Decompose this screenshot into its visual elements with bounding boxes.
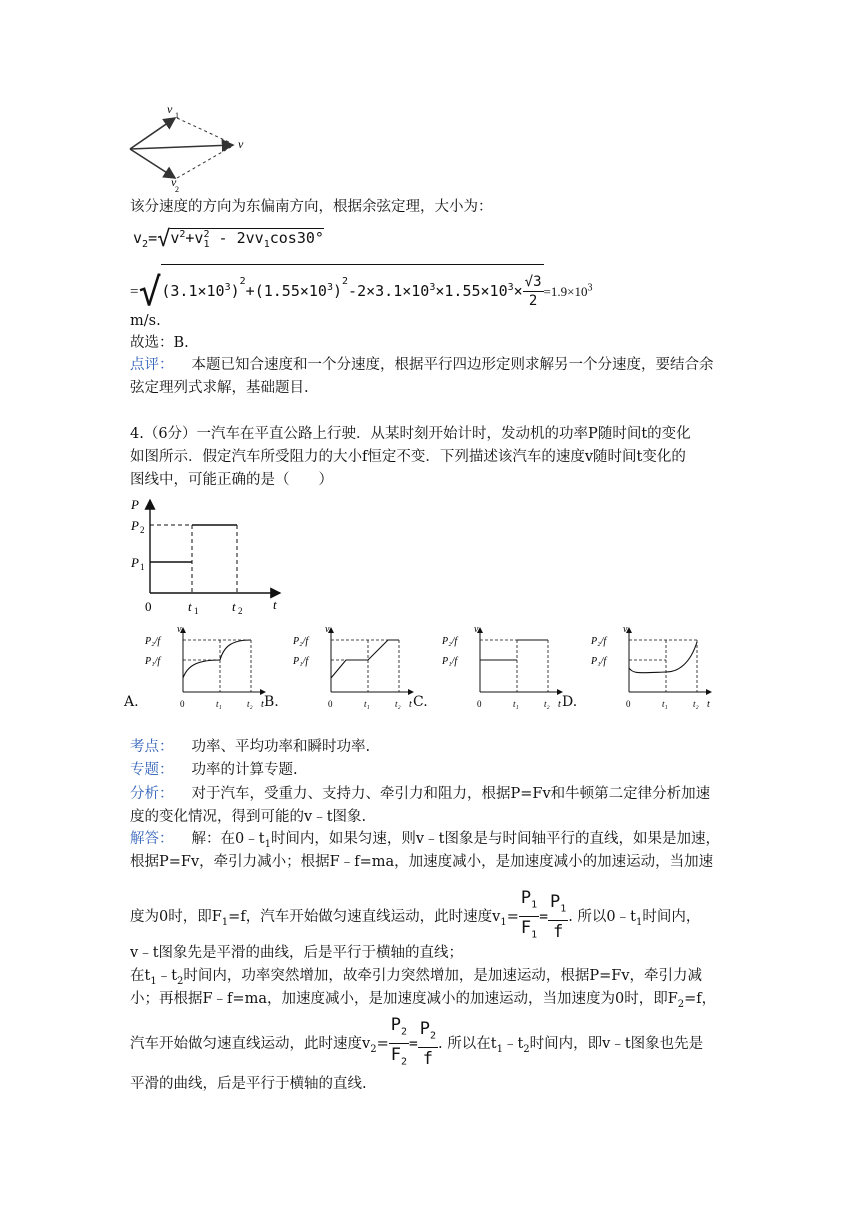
jieda-line3: 度为0时，即$F_1=f$，汽车开始做匀速直线运动，此时速度$v_1=$ $\frac{P_1}{F_1}$ = $\frac{P_1}{f}$ . 所以$0﹣t_1$时间内， (130, 888, 701, 943)
formula-v2: $v_2=√v^2+v_1^2 - 2vv_1\cos 30^\circ$ (133, 227, 324, 252)
v2-label: v (171, 175, 177, 189)
svg-text:t₂: t₂ (693, 699, 699, 709)
question-4-line2: 如图所示．假定汽车所受阻力的大小f恒定不变．下列描述该汽车的速度v随时间t变化的 (130, 449, 686, 465)
svg-text:t₂: t₂ (395, 699, 401, 709)
svg-text:t: t (232, 599, 236, 614)
svg-text:P₂/f: P₂/f (145, 636, 161, 647)
svg-text:t: t (261, 699, 264, 710)
jieda-line1: 解答： 解：在$0﹣t_1$时间内，如果匀速，则v﹣t图象是与时间轴平行的直线，如果是加速， (130, 831, 720, 850)
jieda-line4: v﹣t图象先是平滑的曲线，后是平行于横轴的直线； (130, 945, 464, 961)
svg-text:P₁/f: P₁/f (293, 656, 309, 667)
svg-text:P₂/f: P₂/f (442, 636, 458, 647)
svg-text:t: t (707, 699, 710, 710)
svg-text:0: 0 (328, 699, 333, 709)
svg-text:P: P (131, 497, 139, 512)
svg-text:2: 2 (175, 185, 179, 194)
svg-text:P₂/f: P₂/f (591, 636, 607, 647)
v1-label: v (167, 102, 173, 116)
question-4-line3: 图线中，可能正确的是（ ） (130, 472, 333, 488)
fenxi-line2: 度的变化情况，得到可能的v﹣t图象. (130, 809, 367, 825)
svg-text:t: t (273, 597, 277, 612)
velocity-time-graph (288, 622, 416, 714)
comment-line1: 点评： 本题已知合速度和一个分速度，根据平行四边形定则求解另一个分速度，要结合余 (130, 357, 714, 373)
question-4-line1: 4.（6分）一汽车在平直公路上行驶．从某时刻开始计时，发动机的功率P随时间t的变化 (130, 426, 691, 442)
svg-text:P: P (131, 555, 139, 570)
kaodian-line: 考点： 功率、平均功率和瞬时功率. (130, 739, 371, 755)
jieda-line7: 汽车开始做匀速直线运动，此时速度$v_2=$ $\frac{P_2}{F_2}$ = $\frac{P_2}{f}$ . 所以在$t_1﹣t_2$时间内，即v﹣t图象也先是 (130, 1015, 704, 1070)
power-time-graph (125, 495, 290, 620)
svg-text:t₁: t₁ (216, 699, 222, 709)
svg-text:t₁: t₁ (513, 699, 519, 709)
velocity-time-graph (586, 622, 714, 714)
svg-text:t₁: t₁ (364, 699, 370, 709)
answer-prev: 故选：B. (130, 335, 189, 351)
option-label: A. (124, 694, 139, 710)
svg-text:P₂/f: P₂/f (293, 636, 309, 647)
zhuanti-line: 专题： 功率的计算专题. (130, 762, 298, 778)
svg-text:t₁: t₁ (662, 699, 668, 709)
svg-text:P: P (131, 518, 139, 533)
jieda-line8: 平滑的曲线，后是平行于横轴的直线. (130, 1076, 367, 1092)
option-label: C. (413, 694, 428, 710)
jieda-line5: 在$t_1﹣t_2$时间内，功率突然增加，故牵引力突然增加，是加速运动，根据P=Fv，牵引力减 (130, 968, 703, 987)
svg-text:1: 1 (175, 111, 179, 120)
svg-text:0: 0 (180, 699, 185, 709)
svg-text:2: 2 (238, 606, 243, 616)
svg-text:1: 1 (140, 562, 145, 572)
velocity-time-graph (437, 622, 565, 714)
svg-text:t: t (188, 599, 192, 614)
svg-text:P₁/f: P₁/f (591, 656, 607, 667)
svg-text:v: v (325, 624, 330, 635)
svg-text:t₂: t₂ (247, 699, 253, 709)
svg-text:0: 0 (477, 699, 482, 709)
unit-text: m/s. (130, 313, 161, 329)
option-label: D. (562, 694, 578, 710)
fenxi-line1: 分析： 对于汽车，受重力、支持力、牵引力和阻力，根据P=Fv和牛顿第二定律分析加速 (130, 786, 711, 802)
svg-text:v: v (474, 624, 479, 635)
jieda-line6: 小；再根据F﹣f=ma，加速度减小，是加速度减小的加速运动，当加速度为0时，即$F_2=f$， (130, 991, 717, 1010)
jieda-line2: 根据P=Fv，牵引力减小；根据F﹣f=ma，加速度减小，是加速度减小的加速运动，当加速 (130, 854, 714, 870)
svg-text:t: t (558, 699, 561, 710)
velocity-time-graph (140, 622, 268, 714)
svg-text:0: 0 (145, 599, 152, 614)
formula-numeric: $=√(3.1\times 10^3)^2+(1.55\times 10^3)^2-2\times 3.1\times 10^3\times 1.55\times 10^3\times$ $\frac{√3}{2}$ $=1.9\times 10^3$ (130, 264, 592, 314)
svg-text:0: 0 (626, 699, 631, 709)
svg-text:2: 2 (140, 525, 145, 535)
svg-text:v: v (623, 624, 628, 635)
svg-text:t₂: t₂ (544, 699, 550, 709)
option-label: B. (264, 694, 279, 710)
svg-text:P₁/f: P₁/f (145, 656, 161, 667)
svg-text:t: t (409, 699, 412, 710)
v-label: v (238, 137, 244, 151)
comment-line2: 弦定理列式求解，基础题目. (130, 380, 309, 396)
direction-text: 该分速度的方向为东偏南方向，根据余弦定理，大小为： (130, 199, 493, 215)
svg-text:P₁/f: P₁/f (442, 656, 458, 667)
velocity-vector-diagram (125, 100, 260, 195)
svg-text:1: 1 (194, 606, 199, 616)
svg-text:v: v (177, 624, 182, 635)
